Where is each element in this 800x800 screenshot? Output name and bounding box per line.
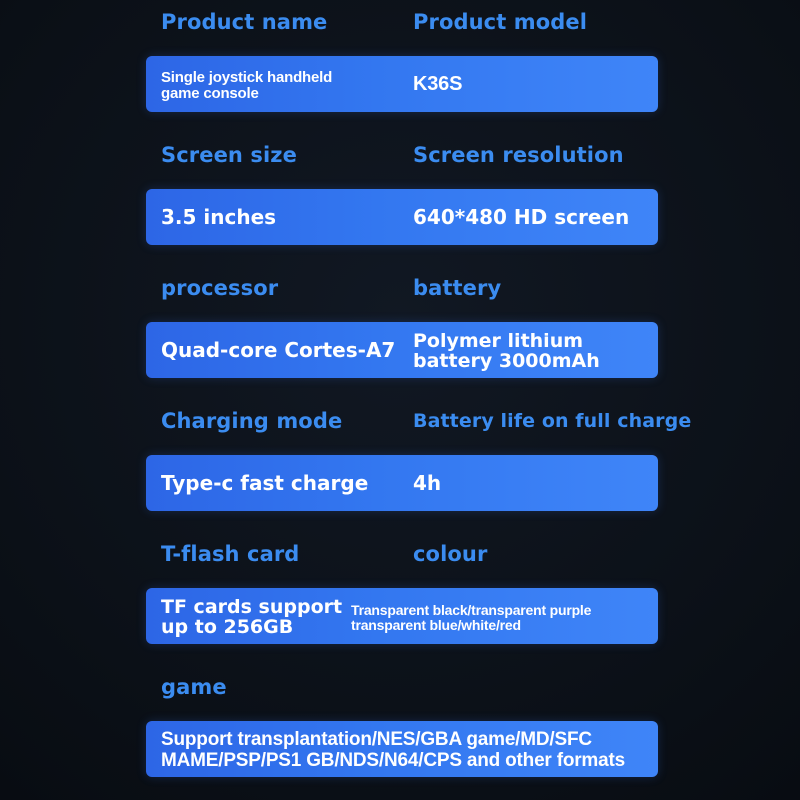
- spec-row-game: [146, 665, 658, 777]
- spec-row-game-bar: [146, 721, 658, 777]
- product-name-value-line-1: Single joystick handheld: [161, 69, 333, 86]
- product-name-value: [161, 70, 332, 101]
- spec-row-product-headers: [146, 0, 658, 56]
- spec-row-processor-headers: [146, 266, 658, 322]
- spec-row-screen-bar: [146, 189, 658, 245]
- tflash-card-value: [161, 598, 342, 637]
- game-value-line-2: MAME/PSP/PS1 GB/NDS/N64/CPS and other formats: [161, 750, 625, 771]
- processor-value: Quad-core Cortes-A7: [161, 338, 396, 362]
- colour-value: [351, 603, 591, 632]
- spec-row-game-headers: [146, 665, 658, 721]
- tflash-card-value-line-1: TF cards support: [161, 596, 343, 618]
- spec-row-product: [146, 0, 658, 112]
- product-model-label: Product model: [413, 10, 588, 34]
- game-label: game: [161, 675, 227, 699]
- battery-life-label: Battery life on full charge: [413, 410, 692, 432]
- tflash-card-value-line-2: up to 256GB: [161, 616, 294, 638]
- battery-value-line-1: Polymer lithium: [413, 330, 584, 352]
- product-name-value-line-2: game console: [161, 85, 259, 102]
- screen-size-value: 3.5 inches: [161, 205, 277, 229]
- charging-mode-label: Charging mode: [161, 409, 343, 433]
- screen-size-label: Screen size: [161, 143, 297, 167]
- colour-value-line-1: Transparent black/transparent purple: [351, 602, 592, 618]
- battery-life-value: 4h: [413, 471, 442, 495]
- screen-resolution-label: Screen resolution: [413, 143, 624, 167]
- spec-row-charging-headers: [146, 399, 692, 455]
- spec-row-screen: [146, 133, 658, 245]
- spec-row-product-bar: [146, 56, 658, 112]
- tflash-card-label: T-flash card: [161, 542, 300, 566]
- spec-row-screen-headers: [146, 133, 658, 189]
- spec-row-processor-bar: [146, 322, 658, 378]
- battery-value: [413, 332, 600, 371]
- spec-row-card-colour: [146, 532, 658, 644]
- spec-row-card-colour-headers: [146, 532, 658, 588]
- battery-value-line-2: battery 3000mAh: [413, 350, 600, 372]
- colour-value-line-2: transparent blue/white/red: [351, 617, 521, 633]
- charging-mode-value: Type-c fast charge: [161, 471, 369, 495]
- spec-row-card-colour-bar: [146, 588, 658, 644]
- spec-row-processor: [146, 266, 658, 378]
- spec-row-charging: [146, 399, 692, 511]
- colour-label: colour: [413, 542, 488, 566]
- screen-resolution-value: 640*480 HD screen: [413, 205, 630, 229]
- battery-label: battery: [413, 276, 502, 300]
- spec-row-charging-bar: [146, 455, 658, 511]
- game-value-line-1: Support transplantation/NES/GBA game/MD/SFC: [161, 729, 592, 750]
- game-value: [161, 730, 625, 770]
- processor-label: processor: [161, 276, 279, 300]
- product-name-label: Product name: [161, 10, 328, 34]
- product-model-value: K36S: [413, 73, 463, 95]
